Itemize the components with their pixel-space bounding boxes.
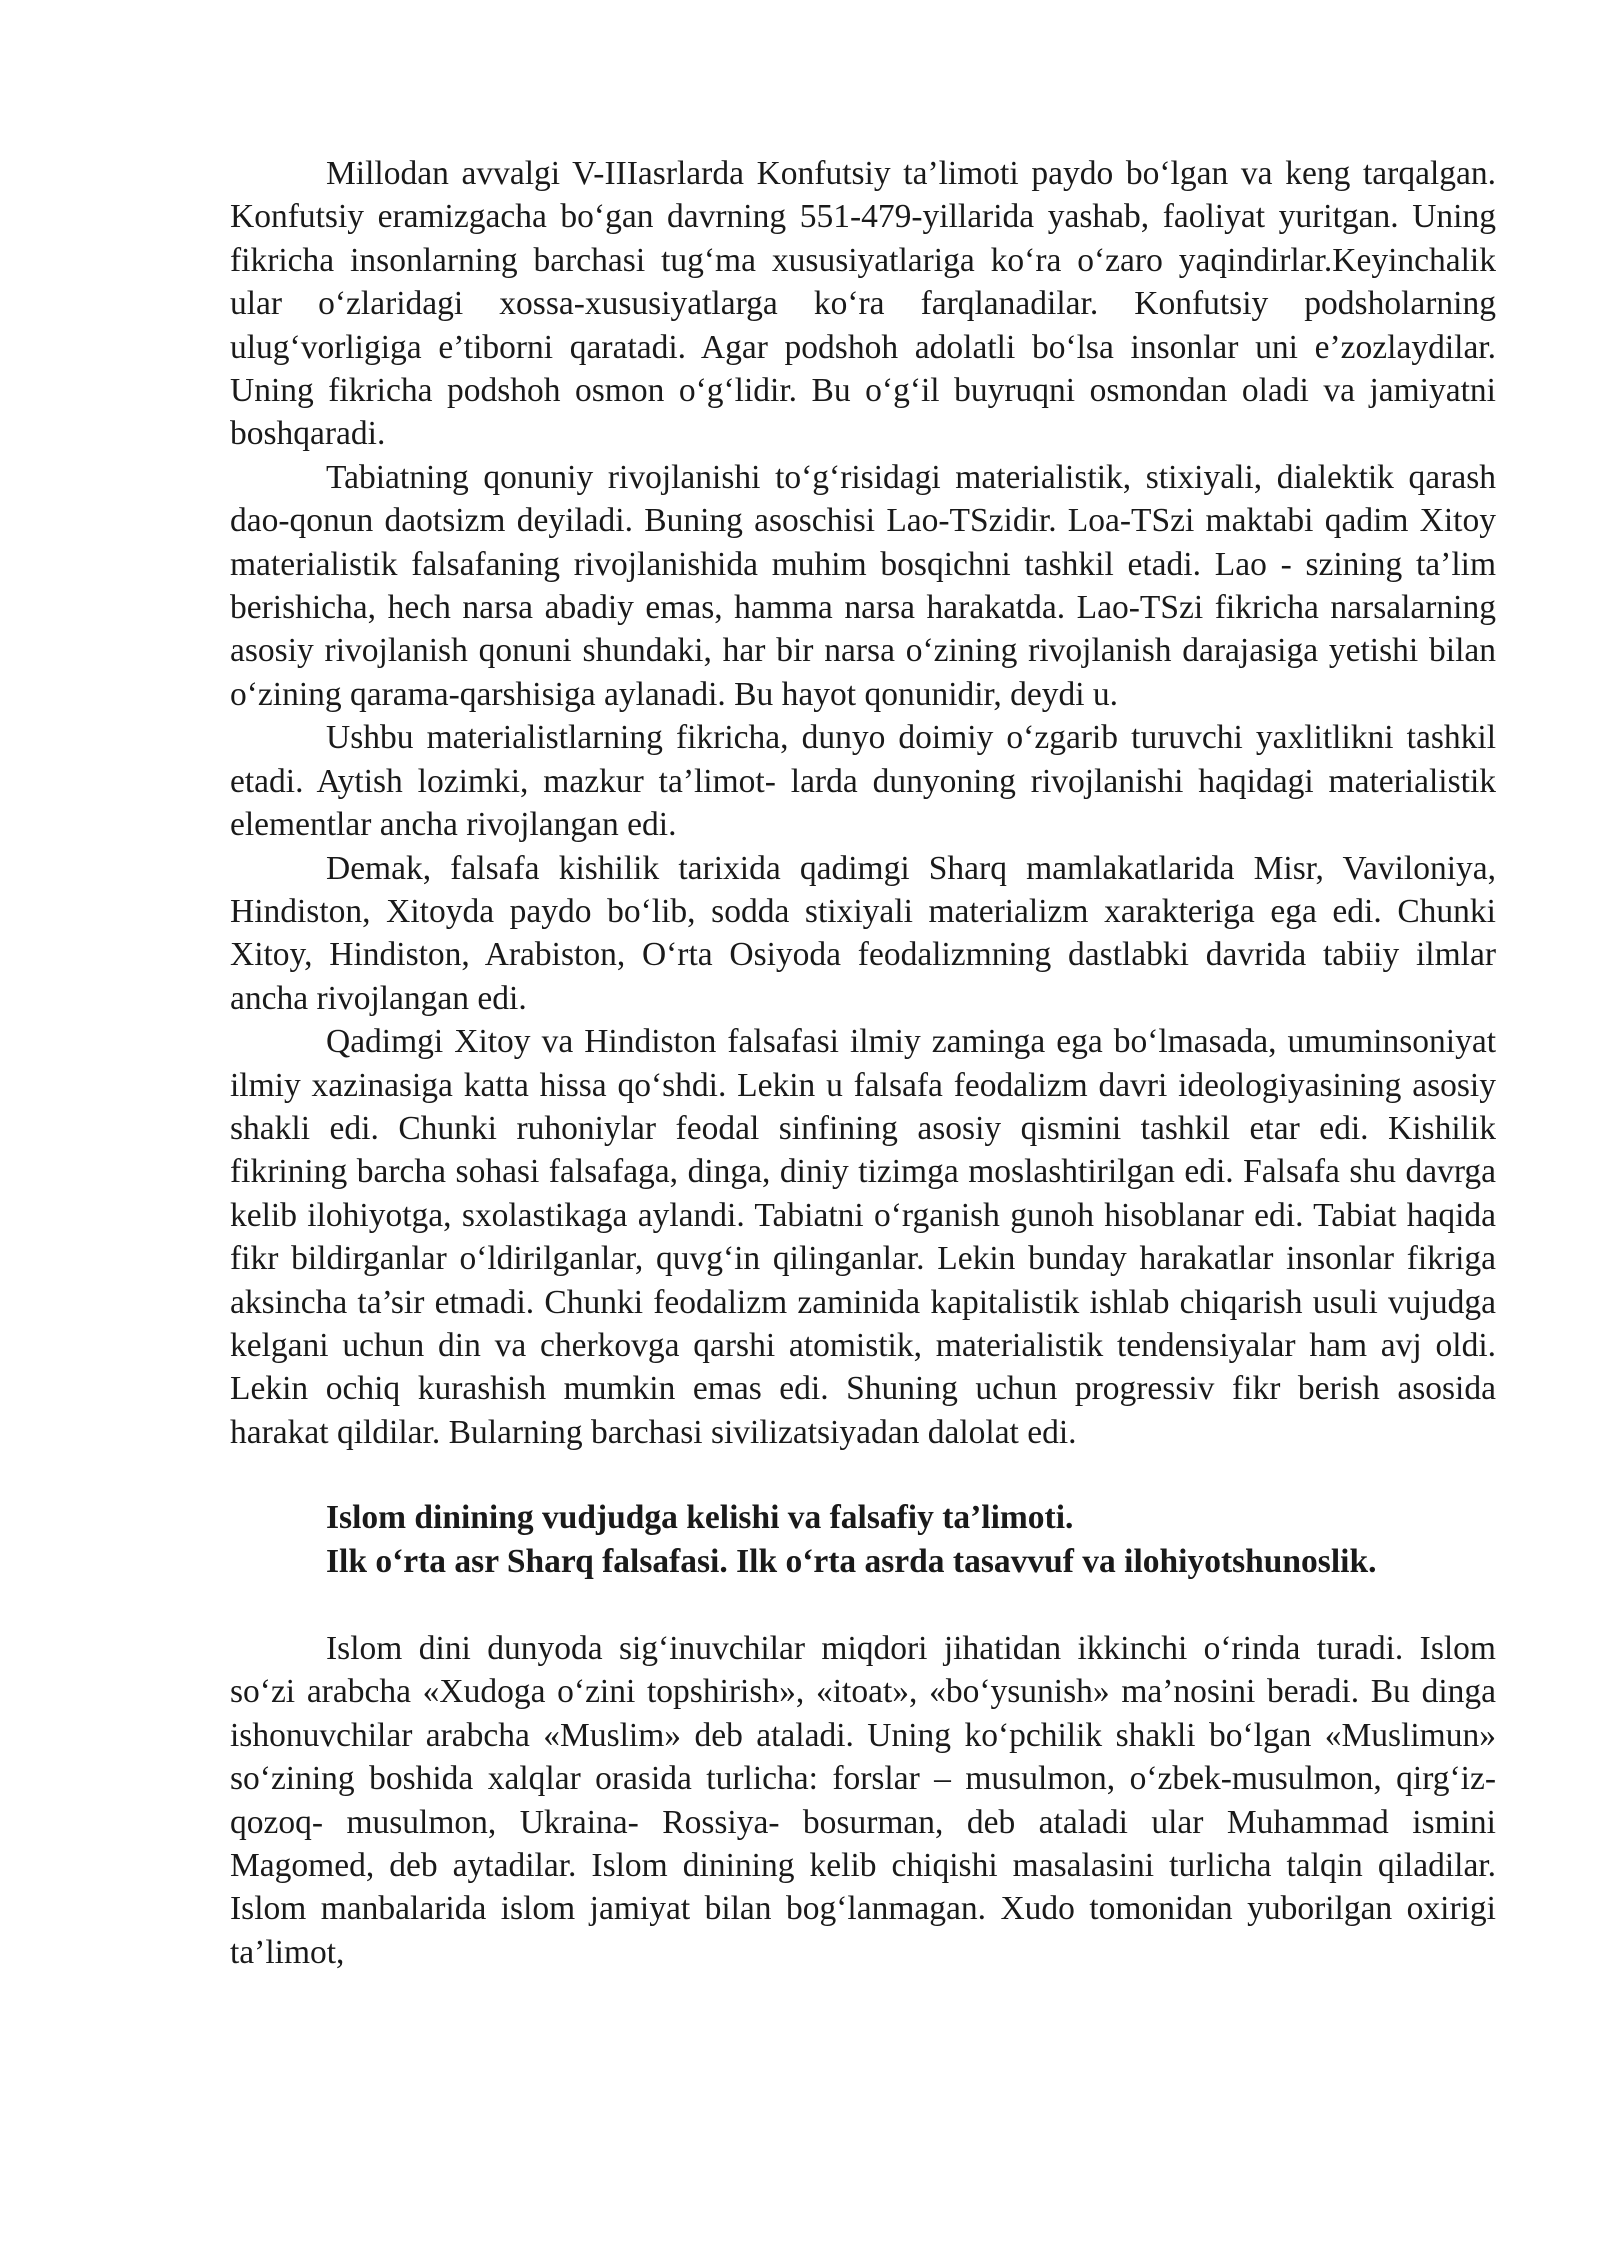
- paragraph-daoism: Tabiatning qonuniy rivojlanishi to‘g‘risidagi materialistik, stixiyali, dialektik qarash dao-qonun daotsizm deyiladi. Buning asoschisi Lao-TSzidir. Loa-TSzi maktabi qadim Xitoy materialistik falsafaning rivojlanishida muhim bosqichni tashkil etadi. Lao - szining ta’lim berishicha, hech narsa abadiy emas, hamma narsa harakatda. Lao-TSzi fikricha narsalarning asosiy rivojlanish qonuni shundaki, har bir narsa o‘zining rivojlanish darajasiga yetishi bilan o‘zining qarama-qarshisiga aylanadi. Bu hayot qonunidir, deydi u.: [230, 458, 1496, 713]
- paragraph-materialists: Ushbu materialistlarning fikricha, dunyo doimiy o‘zgarib turuvchi yaxlitlikni tashkil etadi. Aytish lozimki, mazkur ta’limot- larda dunyoning rivojlanishi haqidagi materialistik elementlar ancha rivojlangan edi.: [230, 719, 1496, 844]
- section-heading-medieval: Ilk o‘rta asr Sharq falsafasi. Ilk o‘rta asrda tasavvuf va ilohiyotshunoslik.: [326, 1542, 1377, 1580]
- paragraph-china-india: Qadimgi Xitoy va Hindiston falsafasi ilmiy zaminga ega bo‘lmasada, umuminsoniyat ilmiy xazinasiga katta hissa qo‘shdi. Lekin u falsafa feodalizm davri ideologiyasining asosiy shakli edi. Chunki ruhoniylar feodal sinfining asosiy qismini tashkil etar edi. Kishilik fikrining barcha sohasi falsafaga, dinga, diniy tizimga moslashtirilgan edi. Falsafa shu davrga kelib ilohiyotga, sxolastikaga aylandi. Tabiatni o‘rganish gunoh hisoblanar edi. Tabiat haqida fikr bildirganlar o‘ldirilganlar, quvg‘in qilinganlar. Lekin bunday harakatlar insonlar fikriga aksincha ta’sir etmadi. Chunki feodalizm zaminida kapitalistik ishlab chiqarish usuli vujudga kelgani uchun din va cherkovga qarshi atomistik, materialistik tendensiyalar ham avj oldi. Lekin ochiq kurashish mumkin emas edi. Shuning uchun progressiv fikr berish asosida harakat qildilar. Bularning barchasi sivilizatsiyadan dalolat edi.: [230, 1023, 1496, 1451]
- document-page: [230, 152, 1496, 1974]
- section-heading-islam: Islom dinining vudjudga kelishi va falsafiy ta’limoti.: [326, 1499, 1074, 1537]
- paragraph-eastern-philosophy: Demak, falsafa kishilik tarixida qadimgi Sharq mamlakatlarida Misr, Vaviloniya, Hindiston, Xitoyda paydo bo‘lib, sodda stixiyali materializm xarakteriga ega edi. Chunki Xitoy, Hindiston, Arabiston, O‘rta Osiyoda feodalizmning dastlabki davrida tabiiy ilmlar ancha rivojlangan edi.: [230, 849, 1496, 1017]
- paragraph-islam: Islom dini dunyoda sig‘inuvchilar miqdori jihatidan ikkinchi o‘rinda turadi. Islom so‘zi arabcha «Xudoga o‘zini topshirish», «itoat», «bo‘ysunish» ma’nosini beradi. Bu dinga ishonuvchilar arabcha «Muslim» deb ataladi. Uning ko‘pchilik shakli bo‘lgan «Muslimun» so‘zining boshida xalqlar orasida turlicha: forslar – musulmon, o‘zbek-musulmon, qirg‘iz-qozoq- musulmon, Ukraina- Rossiya- bosurman, deb ataladi ular Muhammad ismini Magomed, deb aytadilar. Islom dinining kelib chiqishi masalasini turlicha talqin qiladilar. Islom manbalarida islom jamiyat bilan bog‘lanmagan. Xudo tomonidan yuborilgan oxirigi ta’limot,: [230, 1630, 1496, 1971]
- paragraph-confucius: Millodan avvalgi V-IIIasrlarda Konfutsiy ta’limoti paydo bo‘lgan va keng tarqalgan. Konfutsiy eramizgacha bo‘gan davrning 551-479-yillarida yashab, faoliyat yuritgan. Uning fikricha insonlarning barchasi tug‘ma xususiyatlariga ko‘ra o‘zaro yaqindirlar.Keyinchalik ular o‘zlaridagi xossa-xususiyatlarga ko‘ra farqlanadilar. Konfutsiy podsholarning ulug‘vorligiga e’tiborni qaratadi. Agar podshoh adolatli bo‘lsa insonlar uni e’zozlaydilar. Uning fikricha podshoh osmon o‘g‘lidir. Bu o‘g‘il buyruqni osmondan oladi va jamiyatni boshqaradi.: [230, 155, 1496, 453]
- section-heading-block: [230, 1496, 1496, 1583]
